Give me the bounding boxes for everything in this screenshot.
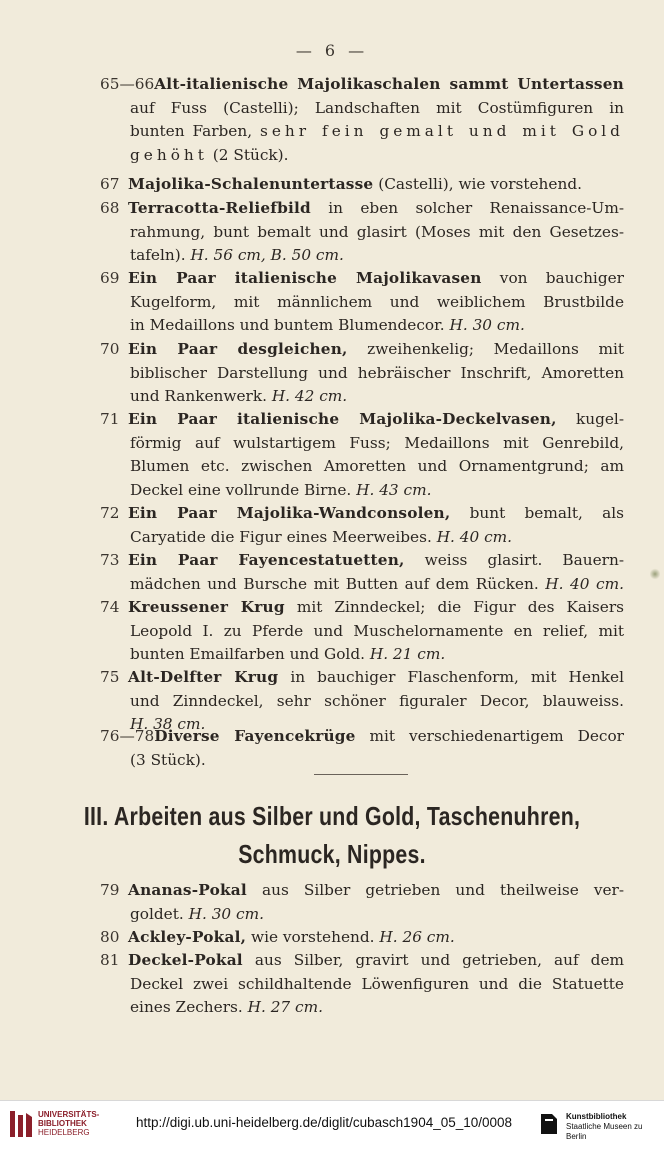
- kunstbibliothek-name: Kunstbibliothek Staatliche Museen zu Berlin: [566, 1112, 643, 1141]
- entry-79: 79 Ananas-Pokal aus Silber getrieben und theilweise ver- goldet. H. 30 cm.: [100, 881, 624, 923]
- entry-72: 72 Ein Paar Majolika-Wandconsolen, bunt bemalt, als Caryatide die Figur eines Meerweibes. H. 40 cm.: [100, 504, 624, 546]
- entry-80: 80 Ackley-Pokal, wie vorstehend. H. 26 cm.: [100, 928, 455, 946]
- entry-line: 65—66Alt-italienische Majolikaschalen sammt Untertassen: [100, 75, 624, 93]
- university-library-name: UNIVERSITÄTS- BIBLIOTHEK HEIDELBERG: [38, 1110, 100, 1137]
- entry-73: 73 Ein Paar Fayencestatuetten, weiss glasirt. Bauern- mädchen und Bursche mit Butten auf dem Rücken. H. 40 cm.: [100, 551, 624, 593]
- entry-74: 74 Kreussener Krug mit Zinndeckel; die Figur des Kaisers Leopold I. zu Pferde und Muschelornamente en relief, mit bunten Emailfarben und Gold. H. 21 cm.: [100, 598, 624, 664]
- paper-stain: [650, 568, 660, 580]
- page-number: — 6 —: [295, 41, 369, 60]
- university-library-logo-icon: [8, 1109, 34, 1139]
- entry-65-66: 65—66Alt-italienische Majolikaschalen sammt Untertassen auf Fuss (Castelli); Landschaften mit Costümfiguren in bunten Farben, sehr fein gemalt und mit Gold gehöht (2 Stück).: [100, 75, 624, 164]
- section-heading-line-2: Schmuck, Nippes.: [238, 839, 426, 869]
- entry-70: 70 Ein Paar desgleichen, zweihenkelig; Medaillons mit biblischer Darstellung und hebräischer Inschrift, Amoretten und Rankenwerk. H. 42 cm.: [100, 340, 624, 406]
- permalink-url[interactable]: http://digi.ub.uni-heidelberg.de/diglit/cubasch1904_05_10/0008: [136, 1115, 513, 1130]
- entry-81: 81 Deckel-Pokal aus Silber, gravirt und getrieben, auf dem Deckel zwei schildhaltende Löwenfiguren und die Statuette eines Zechers. H. 27 cm.: [100, 951, 624, 1017]
- entry-76-78: 76—78Diverse Fayencekrüge mit verschiedenartigem Decor (3 Stück).: [100, 727, 624, 769]
- kunstbibliothek-logo-icon: [538, 1111, 560, 1137]
- entry-69: 69 Ein Paar italienische Majolikavasen von bauchiger Kugelform, mit männlichem und weiblichem Brustbilde in Medaillons und buntem Blumendecor. H. 30 cm.: [100, 269, 624, 335]
- entry-75: 75 Alt-Delfter Krug in bauchiger Flaschenform, mit Henkel und Zinndeckel, sehr schöner figuraler Decor, blauweiss. H. 38 cm.: [100, 668, 624, 734]
- footer-bar: [0, 1100, 664, 1149]
- section-heading-line-1: III. Arbeiten aus Silber und Gold, Taschenuhren,: [83, 801, 581, 831]
- entry-68: 68 Terracotta-Reliefbild in eben solcher Renaissance-Um- rahmung, bunt bemalt und glasirt (Moses mit den Gesetzes- tafeln). H. 56 cm, B. 50 cm.: [100, 199, 624, 265]
- section-divider: [314, 774, 408, 775]
- entry-71: 71 Ein Paar italienische Majolika-Deckelvasen, kugel- förmig auf wulstartigem Fuss; Medaillons mit Genrebild, Blumen etc. zwischen Amoretten und Ornamentgrund; am Deckel eine vollrunde Birne. H. 43 cm.: [100, 410, 624, 499]
- entry-67: 67 Majolika-Schalenuntertasse (Castelli), wie vorstehend.: [100, 175, 582, 193]
